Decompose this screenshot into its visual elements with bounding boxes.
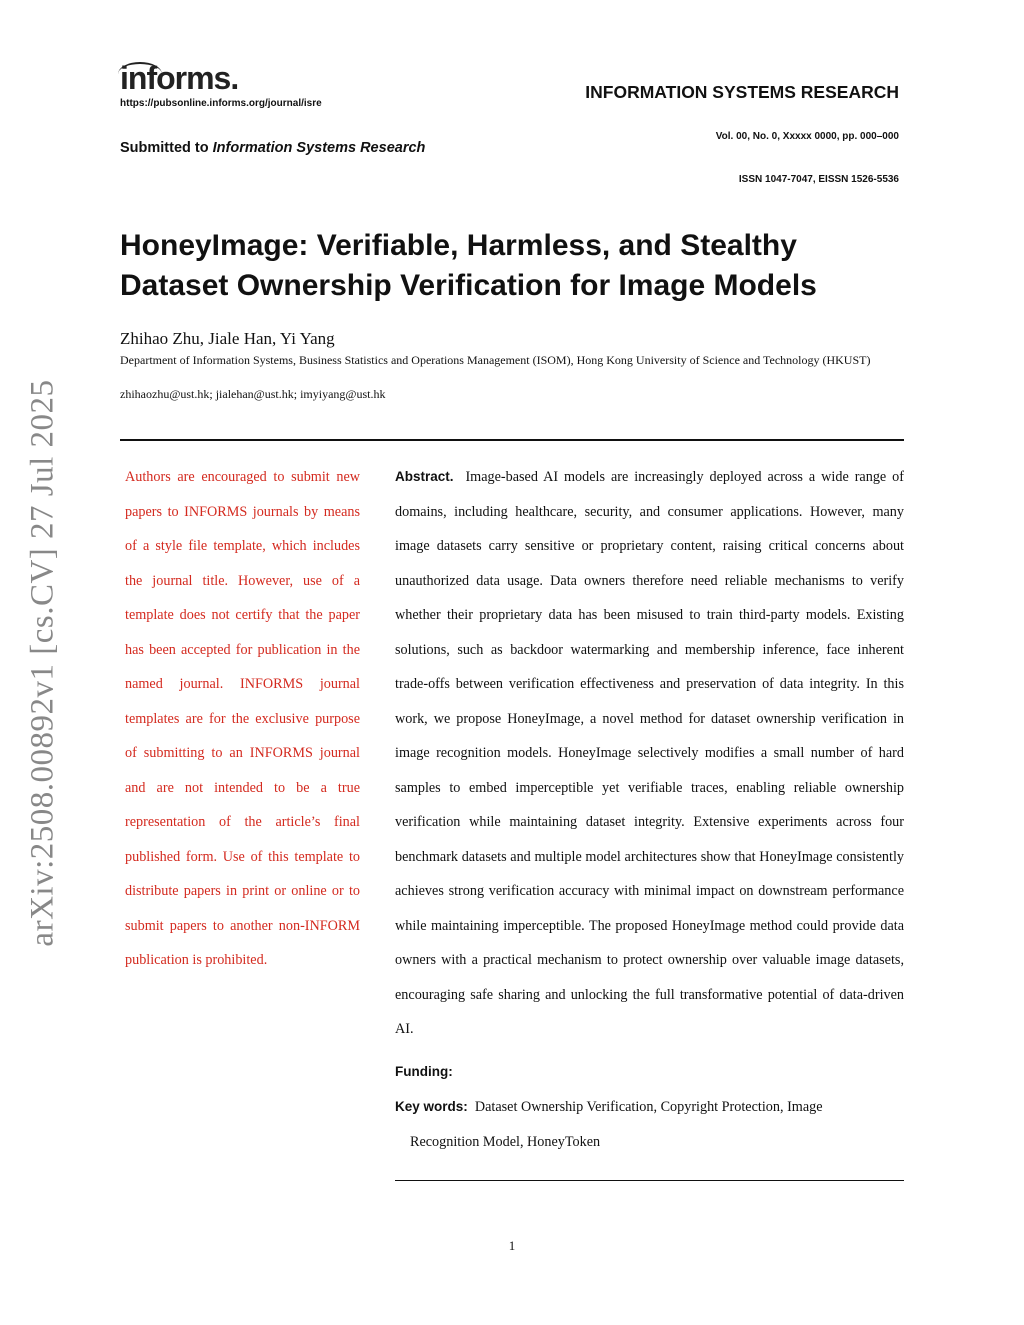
issn-info: ISSN 1047-7047, EISSN 1526-5536 [738, 174, 899, 185]
submitted-to [120, 140, 425, 156]
submitted-journal: Information Systems Research [212, 140, 426, 156]
keywords [395, 1090, 904, 1159]
arxiv-stamp: arXiv:2508.00892v1 [cs.CV] 27 Jul 2025 [24, 379, 61, 947]
keywords-line-2: Recognition Model, HoneyToken [410, 1133, 601, 1150]
template-notice: Authors are encouraged to submit new papers to INFORMS journals by means of a style file template, which includes the journal title. However, use of a template does not certify that the paper has been accepted for publication in the named journal. INFORMS journal templates are for the exclusive purpose of submitting to an INFORMS journal and are not intended to be a true representation of the article’s final published form. Use of this template to distribute papers in print or online or to submit papers to another non-INFORM publication is prohibited. [125, 469, 360, 968]
abstract-text: Image-based AI models are increasingly deployed across a wide range of domains, including healthcare, security, and consumer applications. However, many image datasets carry sensitive or proprietary content, raising critical concerns about unauthorized data usage. Data owners therefore need reliable mechanisms to verify whether their proprietary data has been misused to train third-party models. Existing solutions, such as backdoor watermarking and membership inference, face inherent trade-offs between verification effectiveness and preservation of data integrity. In this work, we propose HoneyImage, a novel method for dataset ownership verification in image recognition models. HoneyImage selectively modifies a small number of hard samples to embed imperceptible yet verifiable traces, enabling reliable ownership verification while maintaining dataset integrity. Extensive experiments across four benchmark datasets and multiple model architectures show that HoneyImage consistently achieves strong verification accuracy with minimal impact on downstream performance while maintaining imperceptible. The proposed HoneyImage method could provide data owners with a practical mechanism to protect ownership over valuable image datasets, encouraging safe sharing and unlocking the full transformative potential of data-driven AI. [395, 469, 904, 1037]
keywords-label: Key words: [395, 1099, 468, 1114]
author-emails: zhihaozhu@ust.hk; jialehan@ust.hk; imyiyang@ust.hk [120, 387, 386, 401]
journal-url[interactable]: https://pubsonline.informs.org/journal/isre [120, 98, 322, 109]
bottom-divider [395, 1180, 904, 1181]
author-list: Zhihao Zhu, Jiale Han, Yi Yang [120, 329, 335, 348]
abstract-label: Abstract. [395, 469, 454, 484]
abstract [395, 460, 904, 1047]
paper-title: HoneyImage: Verifiable, Harmless, and Stealthy Dataset Ownership Verification for Image Models [120, 229, 817, 302]
affiliation: Department of Information Systems, Business Statistics and Operations Management (ISOM), Hong Kong University of Science and Technology (HKUST) [120, 353, 871, 367]
submitted-prefix: Submitted to [120, 140, 213, 156]
volume-info: Vol. 00, No. 0, Xxxxx 0000, pp. 000–000 [715, 131, 899, 142]
journal-name: INFORMATION SYSTEMS RESEARCH [585, 82, 899, 102]
top-divider [120, 439, 904, 441]
funding [395, 1055, 904, 1090]
funding-label: Funding: [395, 1064, 453, 1079]
keywords-line-1 [395, 1090, 904, 1125]
informs-logo: informs. [120, 60, 239, 96]
keywords-text-1: Dataset Ownership Verification, Copyright Protection, Image [474, 1099, 823, 1115]
page-number: 1 [508, 1238, 516, 1253]
